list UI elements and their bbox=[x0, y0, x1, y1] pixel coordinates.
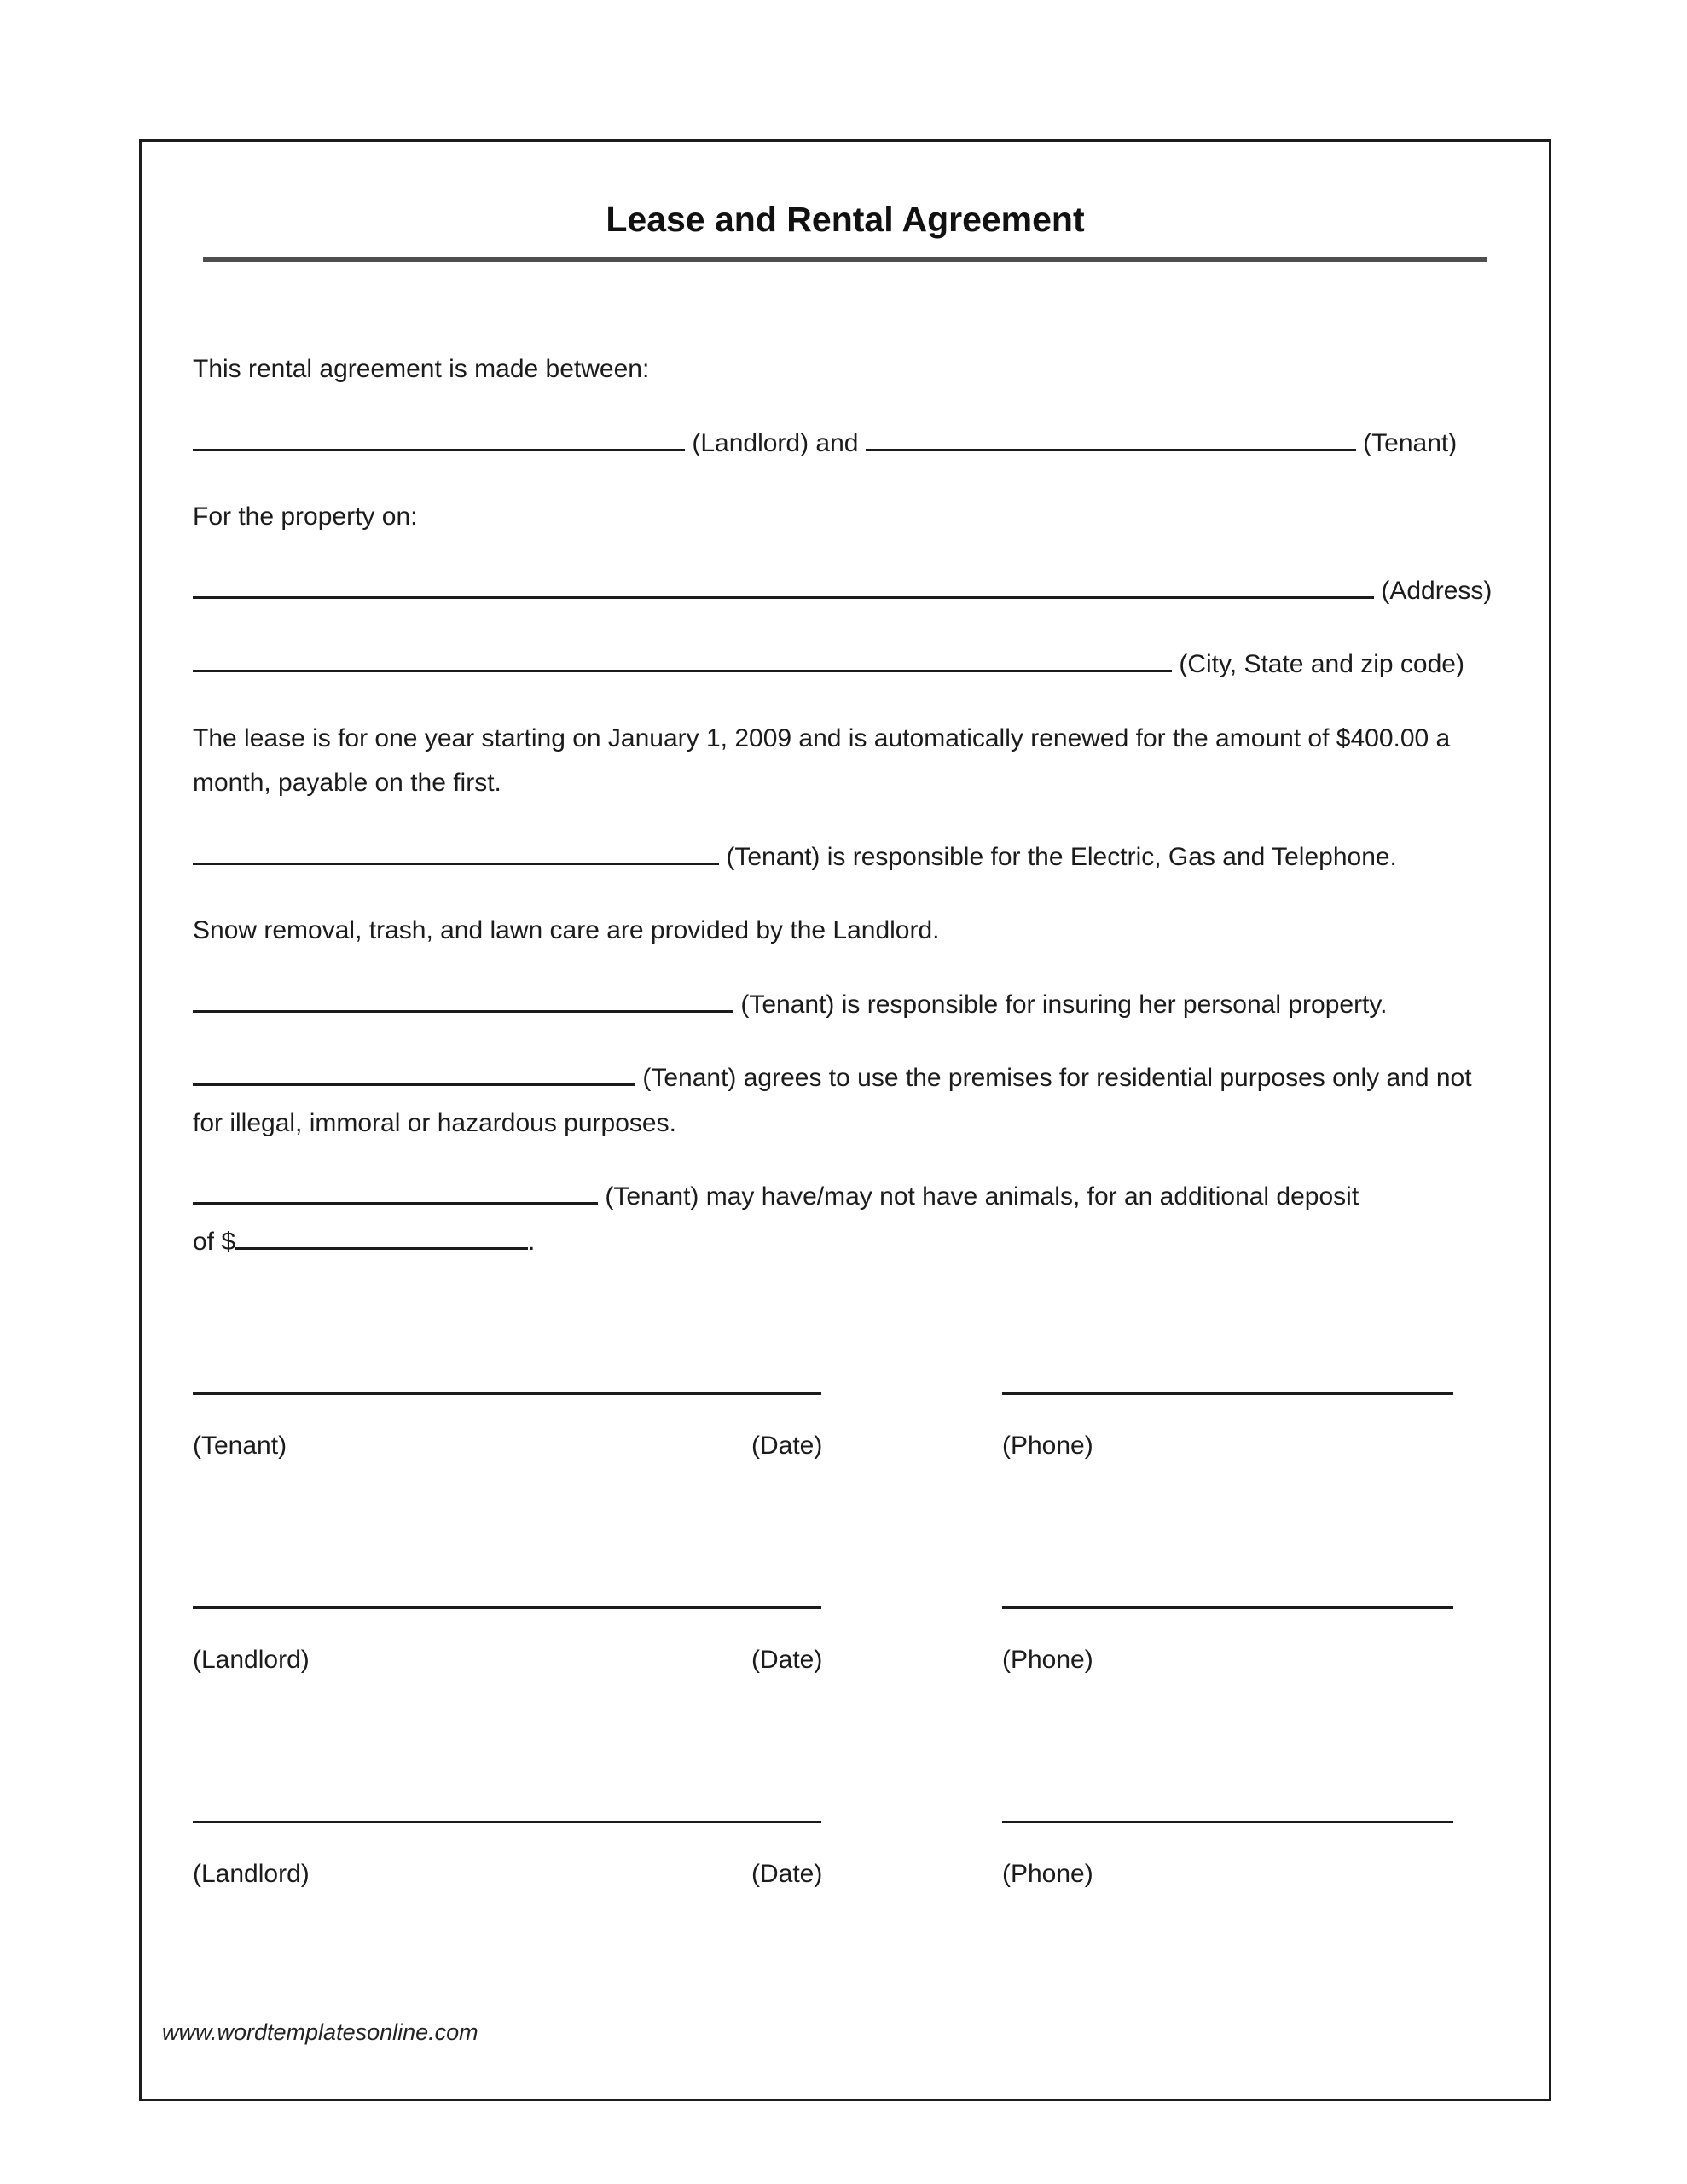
signature-section bbox=[193, 1392, 1507, 1891]
landlord-phone-label-1: (Phone) bbox=[1002, 1646, 1093, 1674]
address-line bbox=[193, 569, 1507, 614]
landlord-signature-lines-1 bbox=[193, 1606, 1507, 1609]
residential-use-line bbox=[193, 1056, 1507, 1146]
agreement-body bbox=[193, 347, 1507, 1891]
landlord-role-label-2: (Landlord) bbox=[193, 1860, 310, 1888]
website-footer: www.wordtemplatesonline.com bbox=[162, 2019, 478, 2045]
insurance-clause: (Tenant) is responsible for insuring her personal property. bbox=[740, 990, 1388, 1019]
blank-tenant-utilities bbox=[193, 859, 719, 865]
tenant-signature-block bbox=[193, 1392, 1507, 1463]
blank-tenant-name bbox=[866, 445, 1356, 451]
blank-landlord-name bbox=[193, 445, 685, 451]
animals-period: . bbox=[528, 1227, 536, 1256]
title-divider bbox=[203, 257, 1487, 262]
lease-terms-paragraph: The lease is for one year starting on January 1, 2009 and is automatically renewed for the amount of $400.00 a month, payable on the first. bbox=[193, 723, 1451, 797]
blank-deposit-amount bbox=[235, 1244, 528, 1250]
tenant-phone-line bbox=[1002, 1392, 1453, 1395]
address-label: (Address) bbox=[1381, 576, 1493, 605]
blank-tenant-insurance bbox=[193, 1007, 733, 1013]
tenant-signature-labels bbox=[193, 1429, 1507, 1463]
intro-text: This rental agreement is made between: bbox=[193, 355, 650, 383]
signature-spacer bbox=[821, 1392, 1002, 1395]
landlord-date-label-2: (Date) bbox=[751, 1860, 823, 1888]
landlord-role-label-1: (Landlord) bbox=[193, 1646, 310, 1674]
tenant-label: (Tenant) bbox=[1363, 428, 1458, 457]
tenant-role-label: (Tenant) bbox=[193, 1432, 287, 1460]
landlord-phone-line-1 bbox=[1002, 1606, 1453, 1609]
blank-city-state-zip bbox=[193, 666, 1172, 672]
residential-use-clause: (Tenant) agrees to use the premises for residential purposes only and not for illegal, immoral or hazardous purposes. bbox=[193, 1064, 1472, 1137]
tenant-signature-line bbox=[193, 1392, 821, 1395]
parties-line bbox=[193, 421, 1507, 467]
tenant-date-label: (Date) bbox=[751, 1432, 823, 1460]
landlord-signature-lines-2 bbox=[193, 1821, 1507, 1823]
insurance-line bbox=[193, 983, 1507, 1028]
landlord-and-label: (Landlord) and bbox=[692, 428, 859, 457]
utilities-clause: (Tenant) is responsible for the Electric, Gas and Telephone. bbox=[726, 842, 1397, 871]
page-title: Lease and Rental Agreement bbox=[606, 200, 1085, 239]
landlord-phone-label-2: (Phone) bbox=[1002, 1860, 1093, 1888]
landlord-provides-paragraph: Snow removal, trash, and lawn care are provided by the Landlord. bbox=[193, 916, 940, 944]
animals-of-prefix: of $ bbox=[193, 1227, 236, 1256]
signature-spacer bbox=[821, 1606, 1002, 1609]
signature-spacer bbox=[821, 1821, 1002, 1823]
document-page bbox=[139, 139, 1551, 2101]
city-state-zip-label: (City, State and zip code) bbox=[1179, 650, 1464, 678]
blank-tenant-residential bbox=[193, 1080, 635, 1086]
property-intro: For the property on: bbox=[193, 502, 418, 531]
city-line bbox=[193, 642, 1507, 688]
landlord-phone-line-2 bbox=[1002, 1821, 1453, 1823]
tenant-phone-label: (Phone) bbox=[1002, 1432, 1093, 1460]
landlord-signature-labels-1 bbox=[193, 1643, 1507, 1677]
utilities-line bbox=[193, 835, 1507, 880]
landlord-signature-line-2 bbox=[193, 1821, 821, 1823]
blank-address bbox=[193, 593, 1374, 599]
animals-line bbox=[193, 1175, 1507, 1264]
tenant-signature-lines bbox=[193, 1392, 1507, 1395]
blank-tenant-animals bbox=[193, 1199, 598, 1205]
landlord-signature-block-1 bbox=[193, 1606, 1507, 1677]
landlord-signature-labels-2 bbox=[193, 1857, 1507, 1891]
landlord-date-label-1: (Date) bbox=[751, 1646, 823, 1674]
landlord-signature-block-2 bbox=[193, 1821, 1507, 1891]
animals-clause: (Tenant) may have/may not have animals, for an additional deposit bbox=[605, 1182, 1359, 1211]
landlord-signature-line-1 bbox=[193, 1606, 821, 1609]
